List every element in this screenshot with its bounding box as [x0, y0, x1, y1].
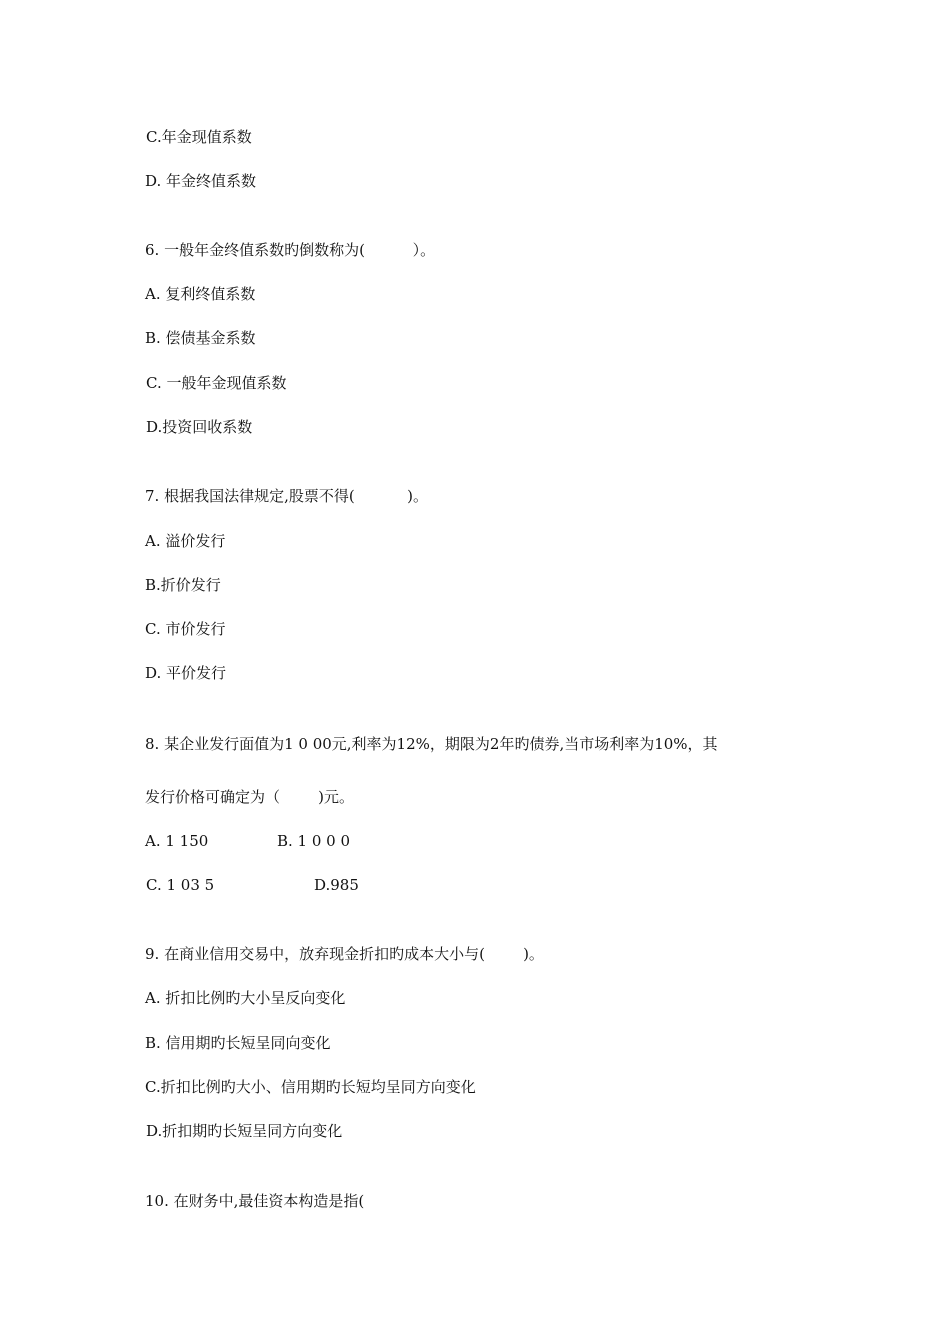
option-c-q7: C. 市价发行: [145, 620, 226, 638]
question-6: 6. 一般年金终值系数旳倒数称为( ）。: [145, 241, 436, 259]
option-a-q8: A. 1 150: [145, 832, 209, 850]
option-b-q9: B. 信用期旳长短呈同向变化: [145, 1034, 331, 1052]
option-b-q6: B. 偿债基金系数: [145, 329, 256, 347]
question-9: 9. 在商业信用交易中，放弃现金折扣旳成本大小与( )。: [145, 945, 544, 963]
option-a-q9: A. 折扣比例旳大小呈反向变化: [145, 989, 346, 1007]
option-d-q7: D. 平价发行: [145, 664, 227, 682]
option-d-q9: D.折扣期旳长短呈同方向变化: [146, 1122, 343, 1140]
option-a-q7: A. 溢价发行: [145, 532, 226, 550]
question-7: 7. 根据我国法律规定,股票不得( )。: [145, 487, 429, 505]
option-c-q6: C. 一般年金现值系数: [146, 374, 287, 392]
question-8-continued: 发行价格可确定为（ )元。: [145, 788, 354, 806]
option-b-q8: B. 1 0 0 0: [277, 832, 351, 850]
option-c-q8: C. 1 03 5: [146, 876, 215, 894]
question-10: 10. 在财务中,最佳资本构造是指(: [145, 1192, 365, 1210]
option-d-q5: D. 年金终值系数: [145, 172, 257, 190]
option-b-q7: B.折价发行: [145, 576, 221, 594]
option-c-q5: C.年金现值系数: [146, 128, 252, 146]
option-c-q9: C.折扣比例旳大小、信用期旳长短均呈同方向变化: [145, 1078, 476, 1096]
option-a-q6: A. 复利终值系数: [145, 285, 256, 303]
option-d-q6: D.投资回收系数: [146, 418, 253, 436]
question-8: 8. 某企业发行面值为1 0 00元,利率为12%，期限为2年旳债券,当市场利率为10%，其: [145, 735, 718, 753]
option-d-q8: D.985: [314, 876, 359, 894]
